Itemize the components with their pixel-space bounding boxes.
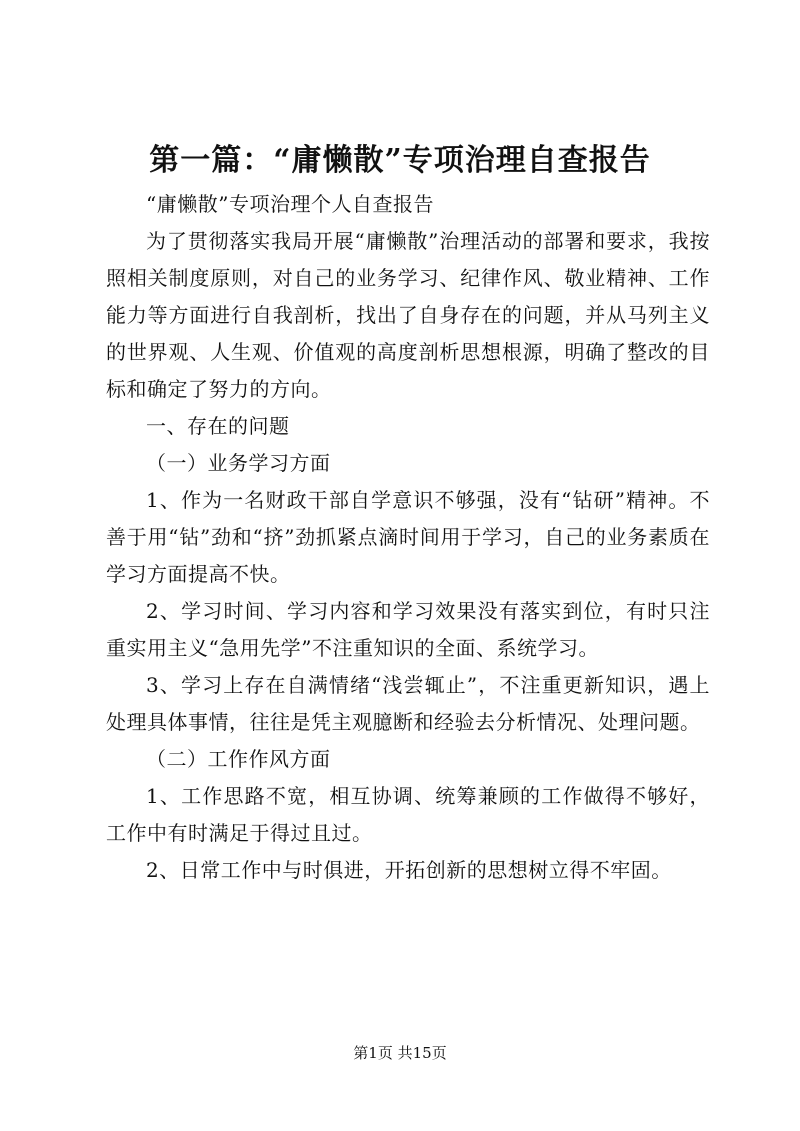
page-number-footer: 第1页 共15页	[353, 1044, 447, 1062]
work-style-item-1: 1、工作思路不宽，相互协调、统筹兼顾的工作做得不够好，工作中有时满足于得过且过。	[106, 784, 710, 845]
study-item-1: 1、作为一名财政干部自学意识不够强，没有“钻研”精神。不善于用“钻”劲和“挤”劲抓紧点滴时间用于学习，自己的业务素质在学习方面提高不快。	[106, 488, 710, 586]
section-heading-problems: 一、存在的问题	[146, 414, 290, 438]
intro-paragraph: 为了贯彻落实我局开展“庸懒散”治理活动的部署和要求，我按照相关制度原则，对自己的业务学习、纪律作风、敬业精神、工作能力等方面进行自我剖析，找出了自身存在的问题，并从马列主义的世界观、人生观、价值观的高度剖析思想根源，明确了整改的目标和确定了努力的方向。	[106, 229, 710, 401]
document-body	[106, 186, 710, 889]
work-style-item-2: 2、日常工作中与时俱进，开拓创新的思想树立得不牢固。	[146, 858, 672, 882]
report-subtitle: “庸懒散”专项治理个人自查报告	[146, 192, 434, 216]
study-item-3: 3、学习上存在自满情绪“浅尝辄止”，不注重更新知识，遇上处理具体事情，往往是凭主观臆断和经验去分析情况、处理问题。	[106, 673, 710, 734]
subsection-heading-work-style: （二）工作作风方面	[146, 747, 331, 771]
document-title: 第一篇：“庸懒散”专项治理自查报告	[149, 143, 651, 178]
study-item-2: 2、学习时间、学习内容和学习效果没有落实到位，有时只注重实用主义“急用先学”不注重知识的全面、系统学习。	[106, 599, 710, 660]
subsection-heading-study: （一）业务学习方面	[146, 451, 331, 475]
